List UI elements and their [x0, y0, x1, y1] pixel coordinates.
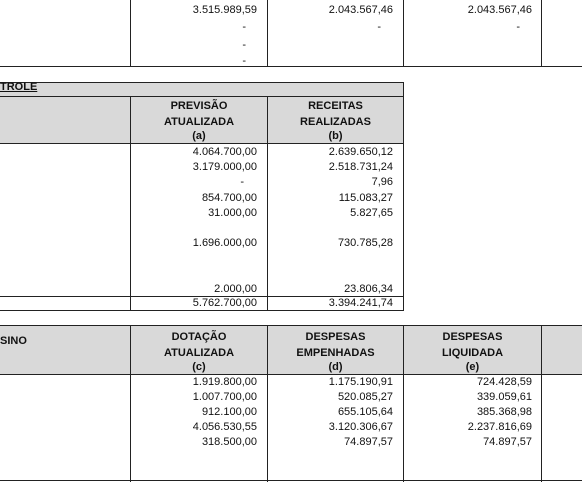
cell-empenhadas: 3.120.306,67: [328, 421, 393, 433]
cell-previsao: 31.000,00: [208, 207, 257, 219]
cell-realizadas: 7,96: [371, 176, 393, 188]
column-divider: [541, 325, 542, 482]
total-previsao: 5.762.700,00: [192, 297, 257, 309]
column-divider: [541, 0, 542, 67]
row-divider: [0, 480, 582, 481]
header-line: DOTAÇÃO: [171, 331, 227, 343]
header-despesas-empenhadas: [268, 329, 403, 373]
cell-realizadas: 5.827,65: [350, 207, 393, 219]
header-line: DESPESAS: [305, 331, 366, 343]
column-divider: [403, 0, 404, 67]
top-cell: -: [242, 55, 246, 67]
column-divider: [403, 82, 404, 311]
column-divider: [267, 0, 268, 67]
row-divider: [0, 143, 404, 144]
header-despesas-liquidada: [404, 329, 541, 373]
cell-empenhadas: 520.085,27: [337, 391, 393, 403]
cell-previsao: 1.696.000,00: [192, 237, 257, 249]
section-title: TROLE: [0, 81, 38, 93]
column-divider: [130, 0, 131, 67]
cell-empenhadas: 1.175.190,91: [328, 376, 393, 388]
header-line: (c): [192, 361, 206, 373]
cell-dotacao: 1.007.700,00: [192, 391, 257, 403]
cell-liquidada: 74.897,57: [483, 436, 532, 448]
cell-dotacao: 912.100,00: [201, 406, 257, 418]
header-line: (b): [328, 130, 343, 142]
cell-empenhadas: 74.897,57: [344, 436, 393, 448]
section-title: SINO: [0, 335, 27, 347]
header-line: ATUALIZADA: [163, 347, 235, 359]
cell-liquidada: 2.237.816,69: [467, 421, 532, 433]
cell-realizadas: 730.785,28: [337, 237, 393, 249]
top-cell: 2.043.567,46: [328, 4, 393, 16]
cell-realizadas: 23.806,34: [344, 283, 393, 295]
row-divider: [0, 374, 582, 375]
top-cell: 3.515.989,59: [192, 4, 257, 16]
cell-dotacao: 1.919.800,00: [192, 376, 257, 388]
cell-empenhadas: 655.105,64: [337, 406, 393, 418]
top-cell: -: [377, 21, 381, 33]
row-divider: [0, 96, 404, 97]
top-cell: -: [516, 21, 520, 33]
header-dotacao-atualizada: [131, 329, 267, 373]
total-realizadas: 3.394.241,74: [328, 297, 393, 309]
row-divider: [0, 82, 404, 83]
cell-previsao: 4.064.700,00: [192, 146, 257, 158]
header-line: PREVISÃO: [170, 100, 228, 112]
header-line: (a): [192, 130, 206, 142]
cell-previsao: 3.179.000,00: [192, 161, 257, 173]
row-divider: [0, 310, 404, 311]
cell-liquidada: 724.428,59: [476, 376, 532, 388]
row-divider: [0, 325, 582, 326]
cell-previsao: 854.700,00: [201, 192, 257, 204]
top-cell: -: [242, 21, 246, 33]
header-receitas-realizadas: [268, 98, 403, 142]
cell-previsao: -: [240, 176, 244, 188]
cell-realizadas: 2.518.731,24: [328, 161, 393, 173]
cell-liquidada: 339.059,61: [476, 391, 532, 403]
cell-dotacao: 4.056.530,55: [192, 421, 257, 433]
cell-previsao: 2.000,00: [214, 283, 257, 295]
header-line: REALIZADAS: [300, 116, 371, 128]
top-cell: -: [242, 39, 246, 51]
top-cell: 2.043.567,46: [467, 4, 532, 16]
header-line: (e): [465, 361, 480, 373]
header-line: ATUALIZADA: [163, 116, 235, 128]
cell-liquidada: 385.368,98: [476, 406, 532, 418]
header-line: RECEITAS: [308, 100, 363, 112]
header-line: EMPENHADAS: [296, 347, 375, 359]
header-line: LIQUIDADA: [441, 347, 504, 359]
header-previsao-atualizada: [131, 98, 267, 142]
cell-realizadas: 2.639.650,12: [328, 146, 393, 158]
cell-realizadas: 115.083,27: [338, 192, 393, 204]
header-line: (d): [328, 361, 343, 373]
header-line: DESPESAS: [442, 331, 503, 343]
cell-dotacao: 318.500,00: [201, 436, 257, 448]
row-divider: [0, 66, 582, 67]
